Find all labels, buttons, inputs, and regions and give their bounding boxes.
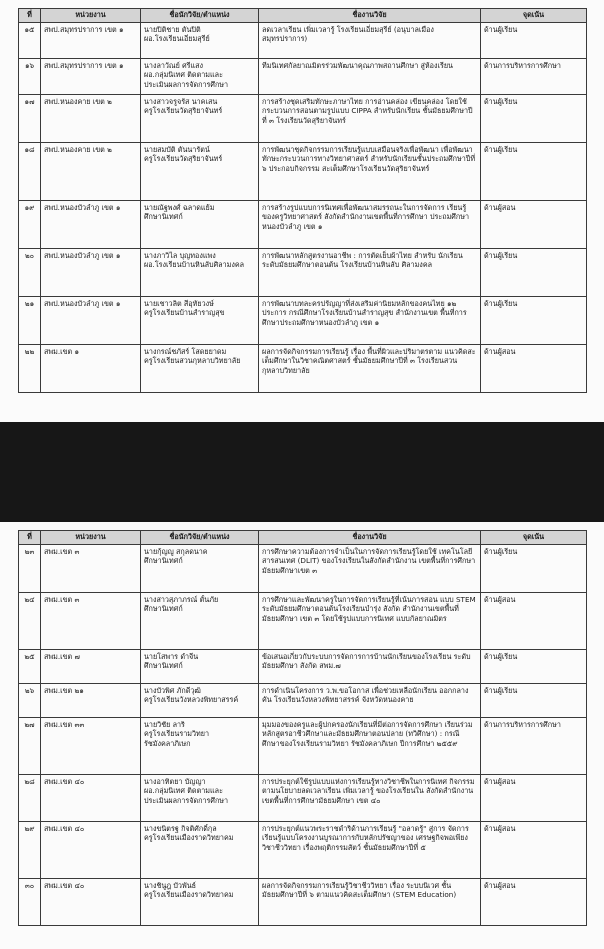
researcher-cell — [141, 95, 259, 143]
focus-cell: ด้านผู้เรียน — [481, 650, 587, 684]
researcher-line: ศึกษานิเทศก์ — [144, 212, 183, 222]
table-row — [19, 684, 587, 718]
header-agency: หน่วยงาน — [41, 9, 141, 23]
document-page-1 — [0, 0, 604, 422]
title-cell: ผลการจัดกิจกรรมการเรียนรู้วิชาชีววิทยา เรื่อง ระบบนิเวศ ชั้นมัธยมศึกษาปีที่ ๖ ตามแนวคิดสะเต็มศึกษา (STEM Education) — [259, 879, 481, 926]
researcher-line: ครูโรงเรียนเมืองราดวิทยาคม — [144, 890, 234, 900]
researcher-cell — [141, 545, 259, 593]
row-number: ๒๗ — [19, 718, 41, 775]
focus-cell: ด้านผู้เรียน — [481, 249, 587, 297]
researcher-line: นางอาทิตยา บัญญา — [144, 777, 206, 786]
researcher-cell — [141, 718, 259, 775]
row-number: ๓๐ — [19, 879, 41, 926]
row-number: ๑๗ — [19, 95, 41, 143]
row-number: ๑๕ — [19, 23, 41, 59]
document-page-2 — [0, 522, 604, 949]
researcher-line: นายโสพาร ดำจีน — [144, 652, 199, 661]
researcher-line: นายสมบัติ ตันนารัตน์ — [144, 145, 210, 154]
researcher-cell — [141, 59, 259, 95]
table-row — [19, 650, 587, 684]
header-no: ที่ — [19, 9, 41, 23]
researcher-line: นางชินูฎ บัวพันธ์ — [144, 881, 196, 890]
research-table-1 — [18, 8, 587, 393]
title-cell: การพัฒนาบทละครปรัญญาที่ส่งเสริมค่านิยมหลักของคนไทย ๑๒ ประการ กรณีศึกษาโรงเรียนบ้านสำราญสุข สำนักงานเขต พื้นที่การศึกษาประถมศึกษาหนองบัวลำภู เขต ๑ — [259, 297, 481, 345]
focus-cell: ด้านผู้สอน — [481, 593, 587, 650]
agency-cell: สพม.เขต ๑ — [41, 345, 141, 393]
agency-cell: สพม.เขต ๔๐ — [41, 822, 141, 879]
header-researcher: ชื่อนักวิจัย/ตำแหน่ง — [141, 9, 259, 23]
researcher-line: นางลาวัณย์ ศรีแสง — [144, 61, 204, 70]
researcher-line: นายปิติชาย ตันปิติ — [144, 25, 201, 34]
row-number: ๑๙ — [19, 201, 41, 249]
title-cell: การประยุกต์แนวพระราชดำริด้านการเรียนรู้ "อลาดรู้" สู่การ จัดการเรียนรู้แบบโครงงานบูรณาการกับหลักปรัชญาของ เศรษฐกิจพอเพียง วิชาชีววิทยา เรื่องพฤติกรรมสัตว์ ชั้นมัธยมศึกษาปีที่ ๕ — [259, 822, 481, 879]
researcher-line: นายเชาวลิต สีอุทัยวงษ์ — [144, 299, 214, 308]
row-number: ๒๓ — [19, 545, 41, 593]
researcher-cell — [141, 297, 259, 345]
agency-cell: สพม.เขต ๓ — [41, 545, 141, 593]
researcher-line: นายวิชัย ลาริ — [144, 720, 185, 729]
focus-cell: ด้านผู้เรียน — [481, 95, 587, 143]
focus-cell: ด้านผู้เรียน — [481, 297, 587, 345]
table-body — [19, 545, 587, 926]
header-focus: จุดเน้น — [481, 9, 587, 23]
researcher-line: รัชมังคลาภิเษก — [144, 738, 191, 748]
row-number: ๒๕ — [19, 650, 41, 684]
row-number: ๑๖ — [19, 59, 41, 95]
row-number: ๒๖ — [19, 684, 41, 718]
table-row — [19, 775, 587, 822]
table-row — [19, 822, 587, 879]
researcher-cell — [141, 201, 259, 249]
table-row — [19, 201, 587, 249]
title-cell: การประยุกต์ใช้รูปแบบแห่งการเรียนรู้ทางวิชาชีพในการนิเทศ กิจกรรมตามนโยบายลดเวลาเรียน เพิ่มเวลารู้ ของโรงเรียนใน สังกัดสำนักงานเขตพื้นที่การศึกษามัธยมศึกษา เขต ๔๐ — [259, 775, 481, 822]
agency-cell: สพป.สมุทรปราการ เขต ๑ — [41, 23, 141, 59]
focus-cell: ด้านผู้สอน — [481, 822, 587, 879]
row-number: ๑๘ — [19, 143, 41, 201]
agency-cell: สพป.หนองบัวลำภู เขต ๑ — [41, 201, 141, 249]
researcher-line: ครูโรงเรียนบ้านสำราญสุข — [144, 308, 225, 318]
agency-cell: สพป.หนองคาย เขต ๒ — [41, 143, 141, 201]
title-cell: ผลการจัดกิจกรรมการเรียนรู้ เรื่อง พื้นที่ผิวและปริมาตรตาม แนวคิดสะเต็มศึกษาในวิชาคณิตศาสตร์ ชั้นมัธยมศึกษาปีที่ ๓ โรงเรียนสวนกุหลาบวิทยาลัย — [259, 345, 481, 393]
researcher-cell — [141, 345, 259, 393]
focus-cell: ด้านผู้เรียน — [481, 143, 587, 201]
page-separator — [0, 422, 604, 522]
title-cell: ข้อเสนอเกี่ยวกับระบบการจัดการการบ้านนักเรียนของโรงเรียน ระดับมัธยมศึกษา สังกัด สพม.๗ — [259, 650, 481, 684]
focus-cell: ด้านการบริหารการศึกษา — [481, 59, 587, 95]
researcher-line: นางภาวิไล บุญทองแพง — [144, 251, 216, 260]
header-title: ชื่องานวิจัย — [259, 531, 481, 545]
agency-cell: สพม.เขต ๓ — [41, 593, 141, 650]
researcher-cell — [141, 143, 259, 201]
research-table-2 — [18, 530, 587, 926]
row-number: ๒๔ — [19, 593, 41, 650]
researcher-cell — [141, 23, 259, 59]
researcher-line: ศึกษานิเทศก์ — [144, 604, 183, 614]
researcher-line: ประเมินผลการจัดการศึกษา — [144, 795, 229, 805]
title-cell: การพัฒนาหลักสูตรงานอาชีพ : การตัดเย็บผ้าไทย สำหรับ นักเรียนระดับมัธยมศึกษาตอนต้น โรงเรียนบ้านหินลับ ศิลามงคล — [259, 249, 481, 297]
agency-cell: สพป.หนองบัวลำภู เขต ๑ — [41, 249, 141, 297]
researcher-line: นางสาวสุภาภรณ์ ตั้นภัย — [144, 595, 219, 604]
researcher-cell — [141, 249, 259, 297]
row-number: ๒๒ — [19, 345, 41, 393]
agency-cell: สพม.เขต ๗ — [41, 650, 141, 684]
table-row — [19, 545, 587, 593]
researcher-line: นายกุ้ญญู สกุลดนาค — [144, 547, 208, 556]
table-row — [19, 879, 587, 926]
title-cell: การดำเนินโครงการ ว.พ.ขอโอกาส เพื่อช่วยเหลือนักเรียน ออกกลางคัน โรงเรียนวังหลวงพิทยาสรรค์ จังหวัดหนองคาย — [259, 684, 481, 718]
title-cell: การพัฒนาชุดกิจกรรมการเรียนรู้แบบเสมือนจริงเพื่อพัฒนา เพื่อพัฒนาทักษะกระบวนการทางวิทยาศาสตร์ สำหรับนักเรียนชั้นประถมศึกษาปีที่ ๖ ประกอบกิจกรรม สะเต็มศึกษาโรงเรียนวัดสุริยาจันทร์ — [259, 143, 481, 201]
researcher-line: ผอ.กลุ่มนิเทศ ติดตามและ — [144, 70, 223, 80]
researcher-line: ศึกษานิเทศก์ — [144, 661, 183, 671]
row-number: ๒๐ — [19, 249, 41, 297]
researcher-line: นายณัฐพงศ์ ฉลาดแย้ม — [144, 203, 215, 212]
researcher-cell — [141, 650, 259, 684]
focus-cell: ด้านผู้สอน — [481, 879, 587, 926]
row-number: ๒๘ — [19, 775, 41, 822]
title-cell: การศึกษาความต้องการจำเป็นในการจัดการเรียนรู้โดยใช้ เทคโนโลยีสารสนเทศ (DLIT) ของโรงเรียนในสังกัดสำนักงาน เขตพื้นที่การศึกษามัธยมศึกษาเขต ๓ — [259, 545, 481, 593]
title-cell: มุมมองของครูและผู้ปกครองนักเรียนที่มีต่อการจัดการศึกษา เรียนร่วมหลักสูตรอาชีวศึกษาและมัธยมศึกษาตอนปลาย (ทวิศึกษา) : กรณีศึกษาของโรงเรียนรามวิทยา รัชมังคลาภิเษก ปีการศึกษา ๒๕๕๙ — [259, 718, 481, 775]
researcher-line: นางบัวพิศ ภักดีวุฒิ — [144, 686, 201, 695]
agency-cell: สพม.เขต ๓๓ — [41, 718, 141, 775]
researcher-line: ครูโรงเรียนวัดสุริยาจันทร์ — [144, 106, 223, 116]
researcher-line: ครูโรงเรียนวังหลวงพิทยาสรรค์ — [144, 695, 239, 705]
header-agency: หน่วยงาน — [41, 531, 141, 545]
focus-cell: ด้านผู้สอน — [481, 345, 587, 393]
researcher-cell — [141, 775, 259, 822]
researcher-cell — [141, 684, 259, 718]
table-header-row — [19, 9, 587, 23]
table-row — [19, 95, 587, 143]
table-row — [19, 143, 587, 201]
agency-cell: สพป.หนองบัวลำภู เขต ๑ — [41, 297, 141, 345]
agency-cell: สพป.สมุทรปราการ เขต ๑ — [41, 59, 141, 95]
researcher-line: ผอ.กลุ่มนิเทศ ติดตามและ — [144, 786, 223, 796]
researcher-cell — [141, 879, 259, 926]
researcher-line: นางสาวจรูจรัส นาคเสน — [144, 97, 218, 106]
agency-cell: สพม.เขต ๒๑ — [41, 684, 141, 718]
table-row — [19, 249, 587, 297]
researcher-line: ครูโรงเรียนเมืองราดวิทยาคม — [144, 833, 234, 843]
title-cell: ทีมนิเทศกัลยาณมิตรร่วมพัฒนาคุณภาพสถานศึกษา สู่ห้องเรียน — [259, 59, 481, 95]
researcher-line: ประเมินผลการจัดการศึกษา — [144, 79, 229, 89]
agency-cell: สพป.หนองคาย เขต ๒ — [41, 95, 141, 143]
table-row — [19, 297, 587, 345]
focus-cell: ด้านผู้สอน — [481, 201, 587, 249]
table-header-row — [19, 531, 587, 545]
researcher-line: ศึกษานิเทศก์ — [144, 556, 183, 566]
table-row — [19, 593, 587, 650]
researcher-line: ผอ.โรงเรียนบ้านหินลับศิลามงคล — [144, 260, 245, 270]
focus-cell: ด้านผู้เรียน — [481, 545, 587, 593]
header-title: ชื่องานวิจัย — [259, 9, 481, 23]
researcher-line: ครูโรงเรียนสวนกุหลาบวิทยาลัย — [144, 356, 241, 366]
researcher-line: นางกรณ์ชภัสร์ โสดยยาดม — [144, 347, 227, 356]
focus-cell: ด้านผู้เรียน — [481, 684, 587, 718]
table-row — [19, 59, 587, 95]
researcher-cell — [141, 822, 259, 879]
title-cell: ลดเวลาเรียน เพิ่มเวลารู้ โรงเรียนเอี่ยมสุรีย์ (อนุบาลเมืองสมุทรปราการ) — [259, 23, 481, 59]
researcher-line: ครูโรงเรียนวัดสุริยาจันทร์ — [144, 154, 223, 164]
header-no: ที่ — [19, 531, 41, 545]
title-cell: การสร้างรูปแบบการนิเทศเพื่อพัฒนาสมรรถนะในการจัดการ เรียนรู้ของครูวิทยาศาสตร์ สังกัดสำนักงานเขตพื้นที่การศึกษา ประถมศึกษาหนองบัวลำภู เขต ๑ — [259, 201, 481, 249]
focus-cell: ด้านผู้เรียน — [481, 23, 587, 59]
row-number: ๒๙ — [19, 822, 41, 879]
researcher-line: ครูโรงเรียนรามวิทยา — [144, 729, 209, 739]
agency-cell: สพม.เขต ๔๐ — [41, 775, 141, 822]
table-row — [19, 23, 587, 59]
title-cell: การสร้างชุดเสริมทักษะภาษาไทย การอ่านคล่อง เขียนคล่อง โดยใช้กระบวนการสอนตามรูปแบบ CIPPA สำหรับนักเรียน ชั้นมัธยมศึกษาปีที่ ๓ โรงเรียนวัดสุริยาจันทร์ — [259, 95, 481, 143]
title-cell: การศึกษาและพัฒนาครูในการจัดการเรียนรู้ที่เน้นการสอน แบบ STEM ระดับมัธยมศึกษาตอนต้นโรงเรียนบำรุ่ง สังกัด สำนักงานเขตพื้นที่มัธยมศึกษา เขต ๓ โดยใช้รูปแบบการนิเทศ แบบกัลยาณมิตร — [259, 593, 481, 650]
header-focus: จุดเน้น — [481, 531, 587, 545]
table-body — [19, 23, 587, 393]
row-number: ๒๑ — [19, 297, 41, 345]
header-researcher: ชื่อนักวิจัย/ตำแหน่ง — [141, 531, 259, 545]
table-row — [19, 718, 587, 775]
focus-cell: ด้านผู้สอน — [481, 775, 587, 822]
researcher-line: นางขนิตรฐ กิจติศักดิ์กุล — [144, 824, 217, 833]
agency-cell: สพม.เขต ๔๐ — [41, 879, 141, 926]
researcher-cell — [141, 593, 259, 650]
focus-cell: ด้านการบริหารการศึกษา — [481, 718, 587, 775]
researcher-line: ผอ.โรงเรียนเอี่ยมสุรีย์ — [144, 34, 210, 44]
table-row — [19, 345, 587, 393]
